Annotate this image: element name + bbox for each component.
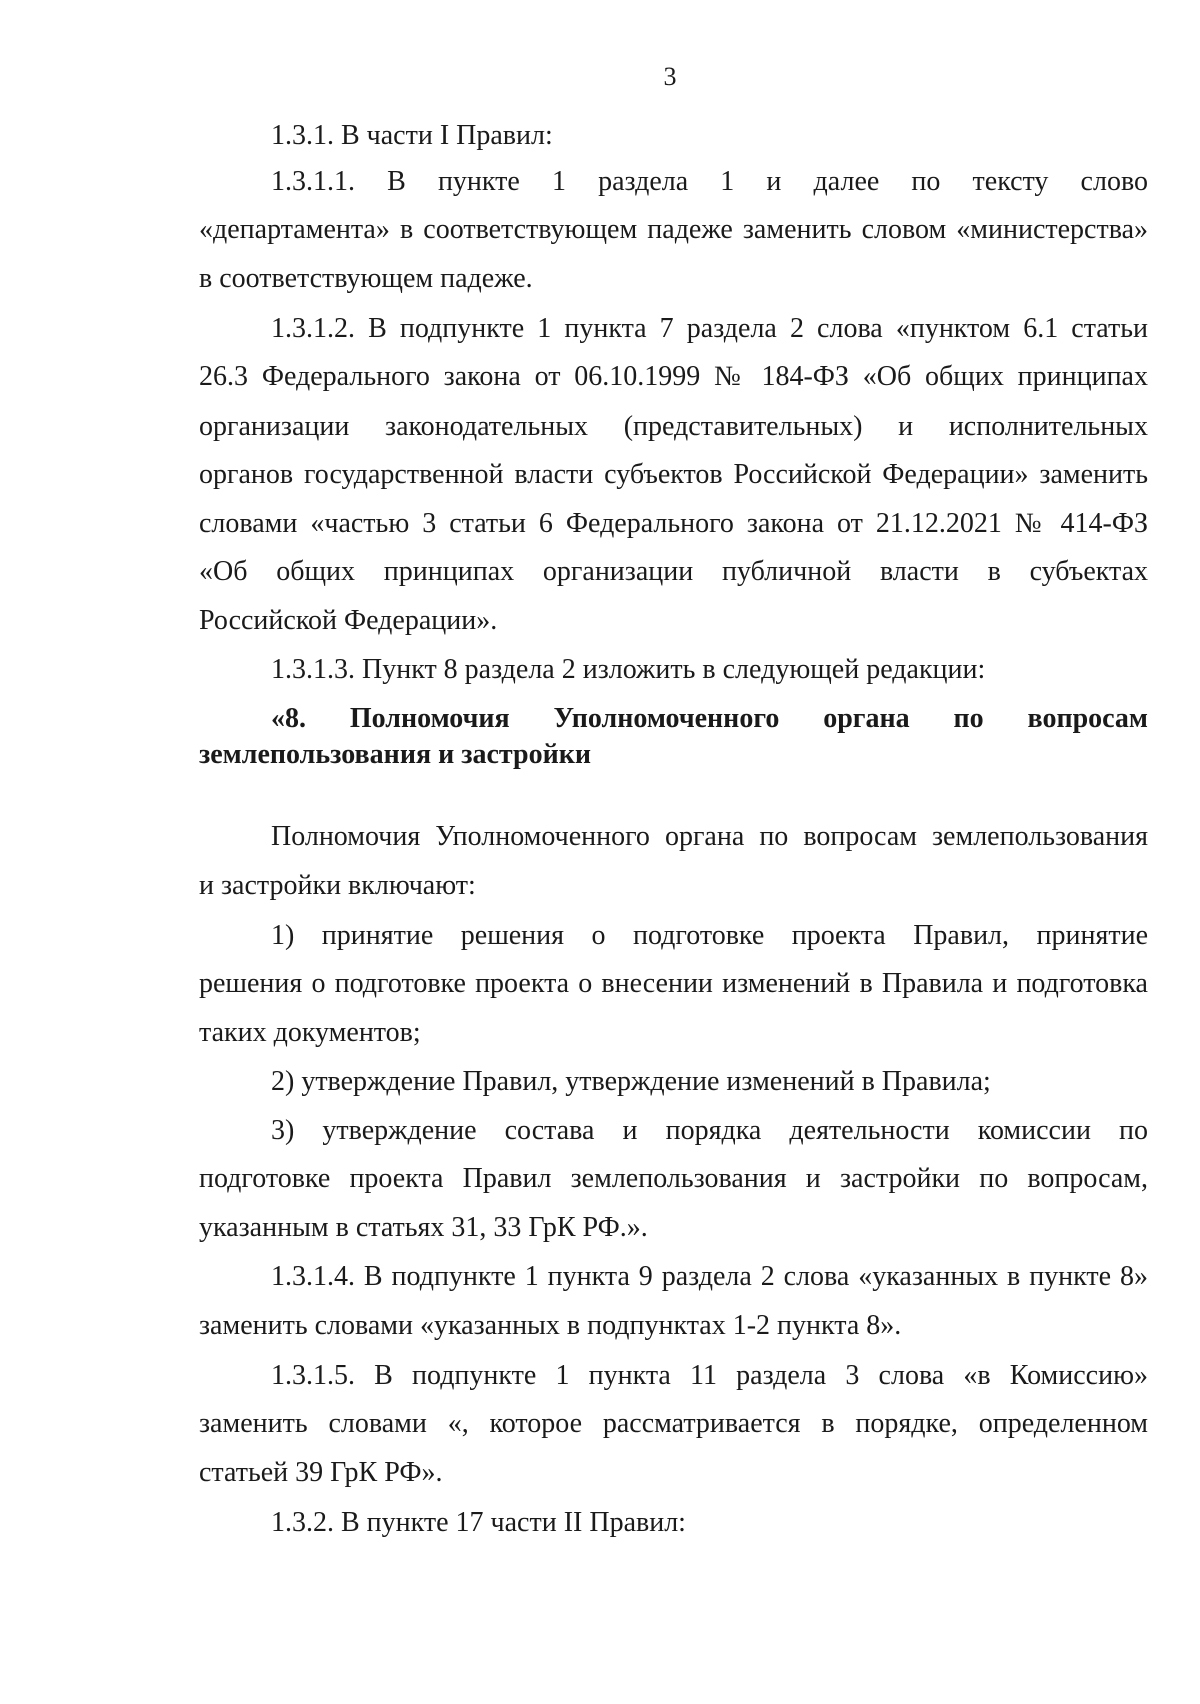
text-line-5: 1.3.1.2. В подпункте 1 пункта 7 раздела 2 слова «пунктом 6.1 статьи bbox=[271, 313, 1148, 344]
heading-line-1: «8. Полномочия Уполномоченного органа по вопросам bbox=[271, 703, 1148, 734]
heading-line-2: землепользования и застройки bbox=[199, 739, 591, 770]
text-line-12: 1.3.1.3. Пункт 8 раздела 2 изложить в следующей редакции: bbox=[271, 654, 986, 685]
list-item-1-line-2: решения о подготовке проекта о внесении изменений в Правила и подготовка bbox=[199, 968, 1148, 999]
text-line-10: «Об общих принципах организации публичной власти в субъектах bbox=[199, 556, 1148, 587]
list-item-3-line-1: 3) утверждение состава и порядка деятельности комиссии по bbox=[271, 1115, 1148, 1146]
text-line-17: 1.3.1.5. В подпункте 1 пункта 11 раздела 3 слова «в Комиссию» bbox=[271, 1360, 1148, 1391]
text-line-14: и застройки включают: bbox=[199, 870, 476, 901]
list-item-2: 2) утверждение Правил, утверждение изменений в Правила; bbox=[271, 1066, 991, 1097]
text-line-4: в соответствующем падеже. bbox=[199, 263, 533, 294]
text-line-19: статьей 39 ГрК РФ». bbox=[199, 1457, 443, 1488]
text-line-7: организации законодательных (представительных) и исполнительных bbox=[199, 411, 1148, 442]
page-number: 3 bbox=[663, 62, 677, 91]
list-item-1-line-3: таких документов; bbox=[199, 1017, 421, 1048]
text-line-13: Полномочия Уполномоченного органа по вопросам землепользования bbox=[271, 821, 1148, 852]
text-line-20: 1.3.2. В пункте 17 части II Правил: bbox=[271, 1507, 686, 1538]
text-line-18: заменить словами «, которое рассматривается в порядке, определенном bbox=[199, 1408, 1148, 1439]
text-line-2: 1.3.1.1. В пункте 1 раздела 1 и далее по тексту слово bbox=[271, 166, 1148, 197]
text-line-16: заменить словами «указанных в подпунктах 1-2 пункта 8». bbox=[199, 1310, 902, 1341]
text-line-9: словами «частью 3 статьи 6 Федерального закона от 21.12.2021 № 414-ФЗ bbox=[199, 508, 1148, 539]
list-item-3-line-3: указанным в статьях 31, 33 ГрК РФ.». bbox=[199, 1212, 648, 1243]
text-line-8: органов государственной власти субъектов Российской Федерации» заменить bbox=[199, 459, 1148, 490]
text-line-1: 1.3.1. В части I Правил: bbox=[271, 120, 553, 151]
text-line-3: «департамента» в соответствующем падеже заменить словом «министерства» bbox=[199, 214, 1148, 245]
list-item-3-line-2: подготовке проекта Правил землепользования и застройки по вопросам, bbox=[199, 1163, 1148, 1194]
list-item-1-line-1: 1) принятие решения о подготовке проекта Правил, принятие bbox=[271, 920, 1148, 951]
text-line-6: 26.3 Федерального закона от 06.10.1999 № 184-ФЗ «Об общих принципах bbox=[199, 361, 1148, 392]
text-line-15: 1.3.1.4. В подпункте 1 пункта 9 раздела 2 слова «указанных в пункте 8» bbox=[271, 1261, 1148, 1292]
text-line-11: Российской Федерации». bbox=[199, 605, 498, 636]
